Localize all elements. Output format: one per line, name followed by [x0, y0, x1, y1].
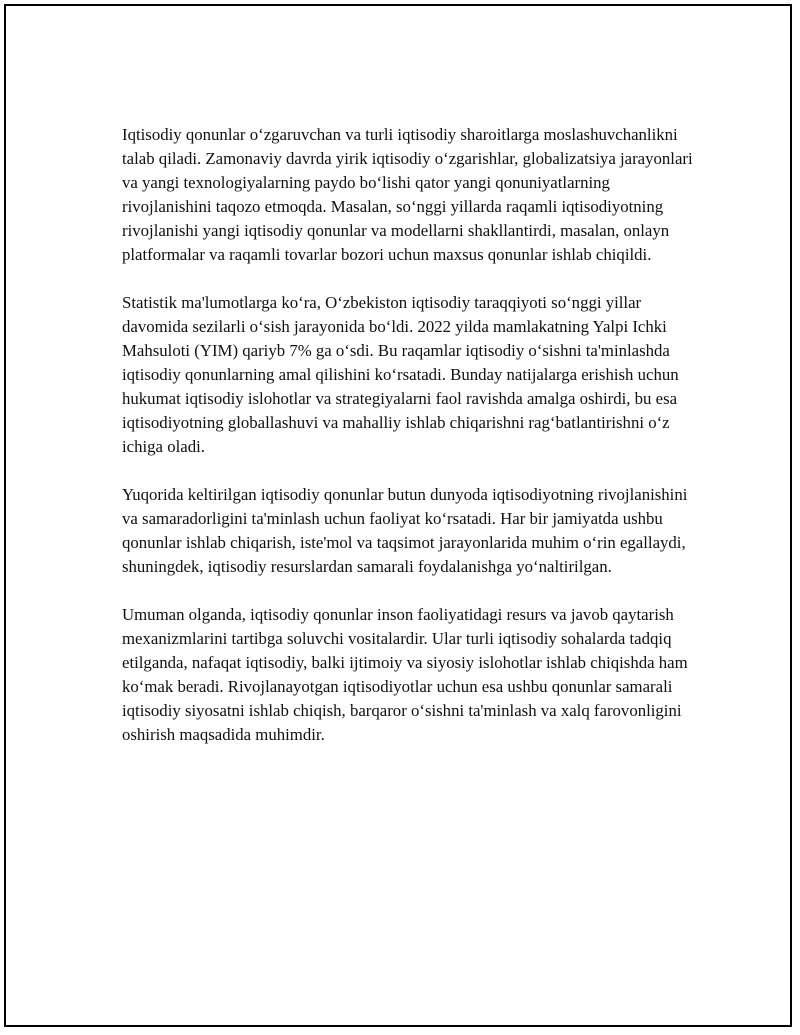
paragraph-2: Statistik ma'lumotlarga ko‘ra, O‘zbekiston iqtisodiy taraqqiyoti so‘nggi yillar davomida sezilarli o‘sish jarayonida bo‘ldi. 2022 yilda mamlakatning Yalpi Ichki Mahsuloti (YIM) qariyb 7% ga o‘sdi. Bu raqamlar iqtisodiy o‘sishni ta'minlashda iqtisodiy qonunlarning amal qilishini ko‘rsatadi. Bunday natijalarga erishish uchun hukumat iqtisodiy islohotlar va strategiyalarni faol ravishda amalga oshirdi, bu esa iqtisodiyotning globallashuvi va mahalliy ishlab chiqarishni rag‘batlantirishni o‘z ichiga oladi. — [122, 293, 679, 456]
page-frame — [4, 4, 792, 1027]
paragraph-1: Iqtisodiy qonunlar o‘zgaruvchan va turli iqtisodiy sharoitlarga moslashuvchanlikni talab qiladi. Zamonaviy davrda yirik iqtisodiy o‘zgarishlar, globalizatsiya jarayonlari va yangi texnologiyalarning paydo bo‘lishi qator yangi qonuniyatlarning rivojlanishini taqozo etmoqda. Masalan, so‘nggi yillarda raqamli iqtisodiyotning rivojlanishi yangi iqtisodiy qonunlar va modellarni shakllantirdi, masalan, onlayn platformalar va raqamli tovarlar bozori uchun maxsus qonunlar ishlab chiqildi. — [122, 125, 693, 264]
paragraph-4: Umuman olganda, iqtisodiy qonunlar inson faoliyatidagi resurs va javob qaytarish mexanizmlarini tartibga soluvchi vositalardir. Ular turli iqtisodiy sohalarda tadqiq etilganda, nafaqat iqtisodiy, balki ijtimoiy va siyosiy islohotlar ishlab chiqishda ham ko‘mak beradi. Rivojlanayotgan iqtisodiyotlar uchun esa ushbu qonunlar samarali iqtisodiy siyosatni ishlab chiqish, barqaror o‘sishni ta'minlash va xalq farovonligini oshirish maqsadida muhimdir. — [122, 605, 688, 744]
paragraph-3: Yuqorida keltirilgan iqtisodiy qonunlar butun dunyoda iqtisodiyotning rivojlanishini va samaradorligini ta'minlash uchun faoliyat ko‘rsatadi. Har bir jamiyatda ushbu qonunlar ishlab chiqarish, iste'mol va taqsimot jarayonlarida muhim o‘rin egallaydi, shuningdek, iqtisodiy resurslardan samarali foydalanishga yo‘naltirilgan. — [122, 485, 688, 576]
document-body — [122, 123, 697, 771]
